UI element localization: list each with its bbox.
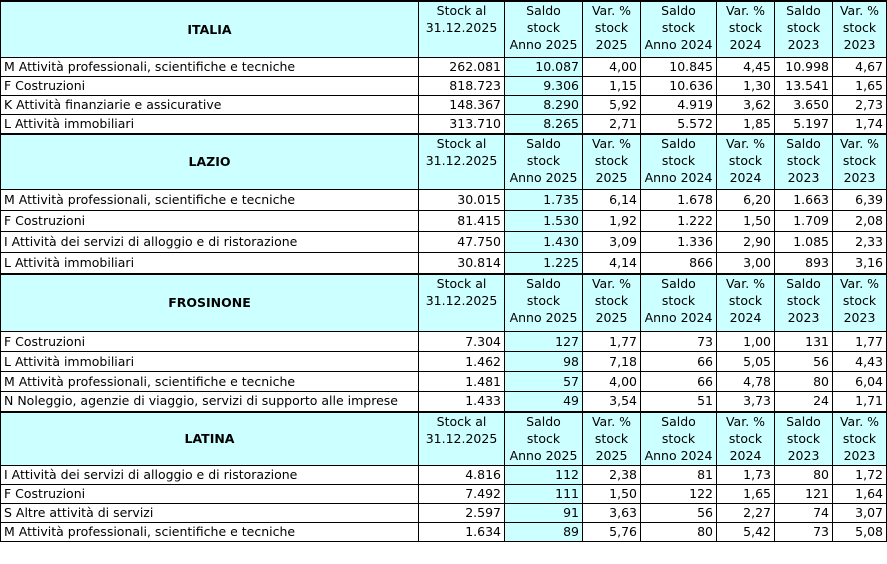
value-cell: 1,50 <box>583 485 641 504</box>
column-header-line: Var. % <box>725 275 766 291</box>
column-header-line: stock <box>661 292 696 308</box>
column-header <box>833 412 887 466</box>
value-cell: 1,30 <box>717 76 775 95</box>
value-cell: 5,08 <box>833 523 887 542</box>
column-header-line: stock <box>594 292 629 308</box>
value-cell: 1.336 <box>641 232 717 253</box>
value-cell: 127 <box>505 332 583 352</box>
column-header-line: Stock al <box>436 3 487 18</box>
sector-label: S Altre attività di servizi <box>1 504 419 523</box>
column-header-line: stock <box>842 430 877 446</box>
column-header-line: stock <box>594 152 629 168</box>
value-cell: 80 <box>775 372 833 392</box>
value-cell: 81.415 <box>419 211 505 232</box>
column-header <box>833 1 887 57</box>
column-header-line: 2023 <box>843 169 876 185</box>
column-header-line: Saldo <box>661 413 696 429</box>
sector-label: M Attività professionali, scientifiche e tecniche <box>1 190 419 211</box>
sector-label: F Costruzioni <box>1 485 419 504</box>
column-header <box>505 412 583 466</box>
sector-label: N Noleggio, agenzie di viaggio, servizi di supporto alle imprese <box>1 392 419 412</box>
column-header-line: 2025 <box>595 169 628 185</box>
value-cell: 1,73 <box>717 466 775 485</box>
column-header-line: Var. % <box>839 275 880 291</box>
value-cell: 47.750 <box>419 232 505 253</box>
section-header-row <box>1 134 887 190</box>
sector-label: L Attività immobiliari <box>1 114 419 134</box>
value-cell: 4,45 <box>717 57 775 76</box>
column-header-line: Saldo <box>786 275 821 291</box>
value-cell: 1,92 <box>583 211 641 232</box>
column-header-line: Saldo <box>786 413 821 429</box>
column-header <box>717 274 775 332</box>
value-cell: 66 <box>641 372 717 392</box>
column-header-line: Anno 2025 <box>509 37 578 52</box>
column-header-line: 31.12.2025 <box>425 152 498 168</box>
column-header-line: Saldo <box>526 135 561 151</box>
column-header-line: stock <box>728 430 763 446</box>
region-title: LATINA <box>1 412 419 466</box>
value-cell: 7.492 <box>419 485 505 504</box>
column-header-line: 2023 <box>843 309 876 325</box>
column-header-line: Saldo <box>526 275 561 291</box>
value-cell: 3,09 <box>583 232 641 253</box>
value-cell: 2,33 <box>833 232 887 253</box>
column-header-line: Anno 2025 <box>509 309 578 325</box>
column-header-line: 2024 <box>729 447 762 463</box>
column-header <box>505 1 583 57</box>
column-header <box>505 134 583 190</box>
column-header-line: Saldo <box>661 275 696 291</box>
value-cell: 73 <box>775 523 833 542</box>
value-cell: 4,00 <box>583 57 641 76</box>
column-header-line: stock <box>786 430 821 446</box>
section-header-row <box>1 274 887 332</box>
value-cell: 1.085 <box>775 232 833 253</box>
sector-label: F Costruzioni <box>1 211 419 232</box>
value-cell: 1,71 <box>833 392 887 412</box>
table-row <box>1 76 887 95</box>
column-header-line: stock <box>661 20 696 35</box>
column-header <box>775 134 833 190</box>
column-header-line: Var. % <box>839 3 880 18</box>
table-row <box>1 114 887 134</box>
value-cell: 3,63 <box>583 504 641 523</box>
column-header-line: Saldo <box>786 135 821 151</box>
column-header-line: 2024 <box>729 37 762 52</box>
column-header-line: Anno 2025 <box>509 169 578 185</box>
section-header-row <box>1 412 887 466</box>
column-header-line: 2025 <box>595 37 628 52</box>
column-header-line: 2023 <box>787 447 820 463</box>
column-header-line: stock <box>728 152 763 168</box>
value-cell: 1,77 <box>583 332 641 352</box>
value-cell: 6,04 <box>833 372 887 392</box>
value-cell: 89 <box>505 523 583 542</box>
table-row <box>1 504 887 523</box>
value-cell: 2,73 <box>833 95 887 114</box>
column-header-line: 31.12.2025 <box>425 292 498 308</box>
value-cell: 1,64 <box>833 485 887 504</box>
value-cell: 866 <box>641 253 717 274</box>
value-cell: 1,15 <box>583 76 641 95</box>
column-header <box>583 1 641 57</box>
value-cell: 131 <box>775 332 833 352</box>
column-header-line: stock <box>661 430 696 446</box>
table-row <box>1 485 887 504</box>
column-header <box>583 274 641 332</box>
column-header-line: 31.12.2025 <box>425 20 498 35</box>
column-header-line: stock <box>728 292 763 308</box>
value-cell: 893 <box>775 253 833 274</box>
table-row <box>1 95 887 114</box>
column-header-line: 2023 <box>787 169 820 185</box>
value-cell: 1,85 <box>717 114 775 134</box>
column-header-line: Var. % <box>591 135 632 151</box>
value-cell: 80 <box>641 523 717 542</box>
value-cell: 5,92 <box>583 95 641 114</box>
value-cell: 262.081 <box>419 57 505 76</box>
value-cell: 30.015 <box>419 190 505 211</box>
column-header-line: stock <box>786 292 821 308</box>
column-header-line: 2025 <box>595 309 628 325</box>
value-cell: 81 <box>641 466 717 485</box>
value-cell: 6,20 <box>717 190 775 211</box>
value-cell: 8.265 <box>505 114 583 134</box>
value-cell: 10.636 <box>641 76 717 95</box>
column-header-line: stock <box>594 430 629 446</box>
value-cell: 2,27 <box>717 504 775 523</box>
value-cell: 5,76 <box>583 523 641 542</box>
value-cell: 30.814 <box>419 253 505 274</box>
column-header-line: 2024 <box>729 309 762 325</box>
table-row <box>1 211 887 232</box>
sector-label: M Attività professionali, scientifiche e tecniche <box>1 523 419 542</box>
column-header-line: Var. % <box>725 3 766 18</box>
column-header <box>583 134 641 190</box>
table-row <box>1 523 887 542</box>
column-header-line: Anno 2024 <box>644 169 713 185</box>
column-header-line: Stock al <box>436 275 487 291</box>
value-cell: 74 <box>775 504 833 523</box>
column-header-line: stock <box>526 292 561 308</box>
sector-label: M Attività professionali, scientifiche e tecniche <box>1 57 419 76</box>
value-cell: 4,78 <box>717 372 775 392</box>
value-cell: 112 <box>505 466 583 485</box>
column-header-line: stock <box>526 430 561 446</box>
value-cell: 3,73 <box>717 392 775 412</box>
column-header <box>419 274 505 332</box>
sector-label: I Attività dei servizi di alloggio e di ristorazione <box>1 232 419 253</box>
value-cell: 91 <box>505 504 583 523</box>
table-row <box>1 57 887 76</box>
sector-label: I Attività dei servizi di alloggio e di ristorazione <box>1 466 419 485</box>
column-header <box>641 134 717 190</box>
sector-label: L Attività immobiliari <box>1 352 419 372</box>
value-cell: 818.723 <box>419 76 505 95</box>
value-cell: 4.919 <box>641 95 717 114</box>
column-header-line: Anno 2024 <box>644 37 713 52</box>
column-header-line: 2025 <box>595 447 628 463</box>
column-header <box>775 412 833 466</box>
column-header <box>419 1 505 57</box>
value-cell: 56 <box>775 352 833 372</box>
value-cell: 5.197 <box>775 114 833 134</box>
value-cell: 3,07 <box>833 504 887 523</box>
column-header <box>717 412 775 466</box>
column-header-line: Stock al <box>436 413 487 429</box>
column-header <box>833 274 887 332</box>
column-header <box>717 134 775 190</box>
value-cell: 7.304 <box>419 332 505 352</box>
value-cell: 8.290 <box>505 95 583 114</box>
value-cell: 5.572 <box>641 114 717 134</box>
value-cell: 1.222 <box>641 211 717 232</box>
value-cell: 4,14 <box>583 253 641 274</box>
value-cell: 1,77 <box>833 332 887 352</box>
column-header-line: 31.12.2025 <box>425 430 498 446</box>
column-header-line: stock <box>661 152 696 168</box>
value-cell: 1,50 <box>717 211 775 232</box>
value-cell: 80 <box>775 466 833 485</box>
value-cell: 2,90 <box>717 232 775 253</box>
value-cell: 10.998 <box>775 57 833 76</box>
value-cell: 5,42 <box>717 523 775 542</box>
column-header-line: Anno 2024 <box>644 309 713 325</box>
value-cell: 1.634 <box>419 523 505 542</box>
value-cell: 122 <box>641 485 717 504</box>
value-cell: 111 <box>505 485 583 504</box>
table-row <box>1 190 887 211</box>
value-cell: 2,38 <box>583 466 641 485</box>
value-cell: 3,16 <box>833 253 887 274</box>
value-cell: 121 <box>775 485 833 504</box>
column-header <box>641 274 717 332</box>
column-header-line: stock <box>728 20 763 35</box>
column-header-line: Saldo <box>786 3 821 18</box>
column-header-line: stock <box>842 20 877 35</box>
value-cell: 49 <box>505 392 583 412</box>
value-cell: 1.433 <box>419 392 505 412</box>
column-header <box>641 412 717 466</box>
column-header <box>641 1 717 57</box>
column-header-line: Var. % <box>839 413 880 429</box>
value-cell: 1,72 <box>833 466 887 485</box>
value-cell: 1.530 <box>505 211 583 232</box>
value-cell: 2,08 <box>833 211 887 232</box>
column-header-line: Saldo <box>526 413 561 429</box>
column-header-line: stock <box>842 292 877 308</box>
value-cell: 313.710 <box>419 114 505 134</box>
column-header <box>505 274 583 332</box>
region-title: LAZIO <box>1 134 419 190</box>
column-header <box>583 412 641 466</box>
column-header-line: 2023 <box>843 447 876 463</box>
value-cell: 7,18 <box>583 352 641 372</box>
sector-label: F Costruzioni <box>1 332 419 352</box>
value-cell: 1.663 <box>775 190 833 211</box>
column-header-line: stock <box>526 20 561 35</box>
column-header-line: 2023 <box>787 309 820 325</box>
column-header-line: Anno 2024 <box>644 447 713 463</box>
value-cell: 1,65 <box>717 485 775 504</box>
column-header-line: 2024 <box>729 169 762 185</box>
column-header-line: stock <box>786 20 821 35</box>
value-cell: 3,00 <box>717 253 775 274</box>
table-row <box>1 372 887 392</box>
value-cell: 10.087 <box>505 57 583 76</box>
table-row <box>1 466 887 485</box>
column-header-line: Var. % <box>591 413 632 429</box>
column-header <box>775 274 833 332</box>
value-cell: 51 <box>641 392 717 412</box>
value-cell: 3,54 <box>583 392 641 412</box>
column-header-line: Var. % <box>839 135 880 151</box>
value-cell: 57 <box>505 372 583 392</box>
column-header-line: Saldo <box>661 3 696 18</box>
column-header-line: stock <box>786 152 821 168</box>
value-cell: 1.430 <box>505 232 583 253</box>
value-cell: 4,67 <box>833 57 887 76</box>
table-row <box>1 332 887 352</box>
value-cell: 6,39 <box>833 190 887 211</box>
value-cell: 9.306 <box>505 76 583 95</box>
column-header <box>833 134 887 190</box>
value-cell: 148.367 <box>419 95 505 114</box>
column-header-line: Saldo <box>661 135 696 151</box>
column-header-line: stock <box>526 152 561 168</box>
value-cell: 4,00 <box>583 372 641 392</box>
table-row <box>1 352 887 372</box>
value-cell: 1.709 <box>775 211 833 232</box>
value-cell: 3,62 <box>717 95 775 114</box>
value-cell: 66 <box>641 352 717 372</box>
value-cell: 1.225 <box>505 253 583 274</box>
column-header-line: stock <box>594 20 629 35</box>
value-cell: 2,71 <box>583 114 641 134</box>
table-row <box>1 392 887 412</box>
value-cell: 98 <box>505 352 583 372</box>
column-header-line: 2023 <box>843 37 876 52</box>
value-cell: 1.462 <box>419 352 505 372</box>
value-cell: 13.541 <box>775 76 833 95</box>
value-cell: 24 <box>775 392 833 412</box>
value-cell: 73 <box>641 332 717 352</box>
sector-label: F Costruzioni <box>1 76 419 95</box>
column-header-line: Var. % <box>591 3 632 18</box>
column-header-line: Anno 2025 <box>509 447 578 463</box>
value-cell: 4.816 <box>419 466 505 485</box>
column-header-line: stock <box>842 152 877 168</box>
column-header-line: 2023 <box>787 37 820 52</box>
sector-label: L Attività immobiliari <box>1 253 419 274</box>
value-cell: 1,65 <box>833 76 887 95</box>
value-cell: 1.678 <box>641 190 717 211</box>
value-cell: 1,74 <box>833 114 887 134</box>
value-cell: 4,43 <box>833 352 887 372</box>
column-header-line: Var. % <box>725 413 766 429</box>
value-cell: 1.735 <box>505 190 583 211</box>
column-header-line: Stock al <box>436 135 487 151</box>
column-header <box>419 134 505 190</box>
column-header-line: Var. % <box>725 135 766 151</box>
column-header <box>419 412 505 466</box>
section-header-row <box>1 1 887 57</box>
value-cell: 56 <box>641 504 717 523</box>
sector-label: M Attività professionali, scientifiche e tecniche <box>1 372 419 392</box>
sector-label: K Attività finanziarie e assicurative <box>1 95 419 114</box>
value-cell: 1.481 <box>419 372 505 392</box>
column-header-line: Saldo <box>526 3 561 18</box>
table-row <box>1 253 887 274</box>
column-header <box>717 1 775 57</box>
value-cell: 1,00 <box>717 332 775 352</box>
column-header-line: Var. % <box>591 275 632 291</box>
value-cell: 5,05 <box>717 352 775 372</box>
region-title: ITALIA <box>1 1 419 57</box>
column-header <box>775 1 833 57</box>
value-cell: 3.650 <box>775 95 833 114</box>
value-cell: 6,14 <box>583 190 641 211</box>
region-title: FROSINONE <box>1 274 419 332</box>
value-cell: 10.845 <box>641 57 717 76</box>
value-cell: 2.597 <box>419 504 505 523</box>
table-row <box>1 232 887 253</box>
